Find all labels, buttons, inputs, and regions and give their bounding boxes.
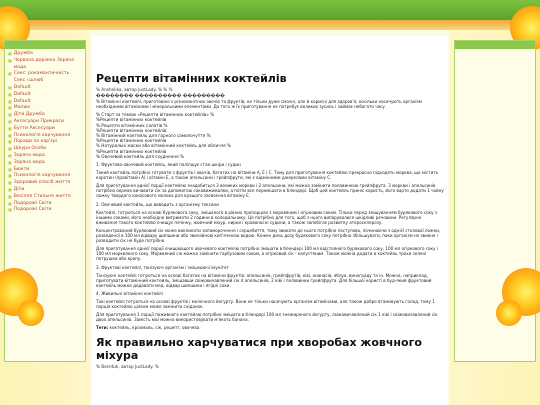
sidebar-item[interactable]: ■ Бюкти xyxy=(8,166,30,172)
sidebar-item[interactable]: ■ Аксесуари Прикраси xyxy=(8,118,64,124)
article-title[interactable]: Рецепти вітамінних коктейлів xyxy=(96,72,287,85)
right-sidebar-header xyxy=(455,41,535,49)
section-paragraph: Для приготування однієї порції очищающого овочевого коктейлю потрібно змішати в блендері 100 мл відстояного бурякового соку, 100 мл огіркового соку і 100 мл морквяного соку. Морквяний сік можна замінити гарбузовим соком, а огірковий сік - капустяним. Також можна додати в коктейль трохи зелені петрушки або кропу. xyxy=(96,246,438,262)
toc-line[interactable]: % Натуральні маски або вітамінний коктейль для обличчя % xyxy=(96,143,231,149)
bullet-icon: ■ xyxy=(8,193,12,199)
bullet-icon: ■ xyxy=(8,91,12,97)
section-paragraph: Коктейлі, готуються на основі бурякового соку, змішаного в рівних пропорціях з морквяним і огірковим соком. Тільки перед змішуванням бурякового соку з іншими соками, його необхідно витримати 2 години в холодильнику. Це потрібно для того, щоб з нього випарувалися шкідливі речовини. Регулярне вживання такого коктейлю очищує печінку, жовчний міхур, нирки і кровоносні судини, а також запобігає розвитку атеросклерозу. xyxy=(96,209,437,225)
sidebar-item[interactable]: ■ Default xyxy=(8,84,31,90)
tags-value[interactable]: коктейль, крохмаль, сік, рецепт, овочева xyxy=(109,325,200,331)
toc-line[interactable]: %Рецепти вітамінних коктейлів xyxy=(96,148,167,154)
tags-line xyxy=(96,325,444,330)
section-paragraph: Для приготування однієї порції коктейлю знадобиться 3 великих моркви і 2 апельсини, які можна замінити половинкою грейпфрута. З моркви і апельсинів потрібно окремо вичавити сік за допомогою соковижималки, а потім все перемішати в блендері. Щоб цей коктейль приніс користь, його варто додати 1 чайну ложку твердого кокосового молока для кращого засвоєння вітаміну Е. xyxy=(96,183,444,199)
bullet-icon: ■ xyxy=(8,51,12,56)
toc-line[interactable]: %Рецепти вітамінних коктейлів xyxy=(96,138,167,144)
article-intro: % Вітамінні коктейлі, приготовані з різноманітних овочів та фруктів, не тільки дуже смачні, але й корисні для здоров'я, оскільки насичують організм необхідними вітамінами і мінеральними елементами. До того ж їх приготування не потребує великих зусиль і займає небагато часу. xyxy=(96,99,422,110)
bullet-icon: ■ xyxy=(8,105,12,111)
sidebar-item[interactable]: ■ Психологія харчування xyxy=(8,173,71,179)
bullet-icon: ■ xyxy=(8,132,12,138)
left-sidebar-header xyxy=(5,41,85,49)
section-paragraph: Такий коктейль потрібно готувати з фруктів і овочів, багатих на вітаміни А, Е і С. Тому для приготування коктейлю прекрасно підходять морква, що містить каротин (провітамін А) і вітамін Е, а також апельсини і грейпфрути, які є відмінними джерелами вітаміну С. xyxy=(96,170,439,181)
bullet-icon: ■ xyxy=(8,186,12,192)
bullet-icon: ■ xyxy=(8,112,12,118)
flower-decoration-right-bottom-small xyxy=(496,300,522,326)
article-meta: % Anshelika, автор JustLady. % % % xyxy=(96,87,173,92)
sidebar-item[interactable]: ■ Default xyxy=(8,91,31,97)
bullet-icon: ■ xyxy=(8,173,12,179)
top-green-bar xyxy=(0,0,540,20)
toc-line[interactable]: %Рецепти вітамінних коктейлів xyxy=(96,117,167,123)
section-paragraph: Концентрований буряковий сік може викликати запаморочення і серцебиття, тому звикати до нього потрібно поступово, починаючи з однієї столової ложки, розведеної в 100 мл відвару шипшини або звичайною кип'яченою водою. Кожен день дозу бурякового соку потрібно збільшувати, поки організм не звикне і розводити сік не буде потрібно. xyxy=(96,227,441,244)
toc-line[interactable]: % Вітамінний коктейль для гарного самопочуття % xyxy=(96,133,211,138)
sidebar-item[interactable]: ■ Подорожі Світи xyxy=(8,200,52,206)
sidebar-item[interactable]: ■ Червона доріжка Зоряна мода xyxy=(8,57,75,70)
bullet-icon: ■ xyxy=(8,146,12,152)
sidebar-item[interactable]: ■ Діти xyxy=(8,186,25,192)
sidebar-item[interactable]: ■ Весілля Стильне життя xyxy=(8,193,71,199)
section-heading: 1. Фруктово-овочевий коктейль, який поліпшує стан шкіри і судин xyxy=(96,162,241,168)
sidebar-item[interactable]: ■ Діти Дружба xyxy=(8,112,45,118)
bullet-icon: ■ xyxy=(8,139,12,145)
toc-line[interactable]: %Рецепти вітамінних коктейлів xyxy=(96,127,167,133)
bullet-icon: ■ xyxy=(8,166,12,172)
bullet-icon: ■ xyxy=(8,207,12,213)
section-heading: 2. Овочевий коктейль, що виводить з організму токсини xyxy=(96,201,219,207)
tags-label: Теги: xyxy=(96,325,109,331)
toc-line[interactable]: % Овочевий коктейль для схуднення % xyxy=(96,153,184,159)
bullet-icon: ■ xyxy=(8,84,12,90)
sidebar-item[interactable]: ■ Бутти Аксесуари xyxy=(8,125,55,131)
section-heading: 4. Живильні вітамінні коктейлі xyxy=(96,290,163,296)
bullet-icon: ■ xyxy=(8,152,12,158)
sidebar-item[interactable]: ■ Подорожі Світи xyxy=(8,207,52,213)
bullet-icon: ■ xyxy=(8,118,12,124)
sidebar-nav xyxy=(5,41,85,214)
bullet-icon: ■ xyxy=(8,159,12,165)
flower-decoration-left-bottom-small xyxy=(18,300,44,326)
toc-line[interactable]: % Старт за темою «Рецепти вітамінних коктейлів» % xyxy=(96,112,215,118)
main-content xyxy=(92,36,448,405)
sidebar-item[interactable]: ■ Поради по кар'єрі xyxy=(8,139,58,145)
sidebar-item[interactable]: ■ Секс: рокамантичність Секс і шлюб xyxy=(8,71,70,84)
article-garbled-text: �������� ���������� ��������� xyxy=(96,93,225,98)
bullet-icon: ■ xyxy=(8,200,12,206)
bullet-icon: ■ xyxy=(8,57,12,63)
sidebar-item[interactable]: ■ Малюк xyxy=(8,105,31,111)
toc-line[interactable]: % Рецепти вітамінних салатів % xyxy=(96,122,168,128)
top-orange-stripe xyxy=(0,20,540,30)
sidebar-item[interactable]: ■ Зоряна мода xyxy=(8,159,45,165)
sidebar-item[interactable]: ■ Шкура Особи xyxy=(8,146,47,152)
sidebar-item[interactable]: ■ Здоровий спосіб життя xyxy=(8,180,71,186)
bullet-icon: ■ xyxy=(8,125,12,131)
article-meta-2: % Вsentuk, автор JustLady. % xyxy=(96,364,159,370)
section-paragraph: Такі коктейлі готуються на основі фруктів і молочного йогурту. Вони не тільки насичують організм вітамінами, але також добре втамовують голод, тому 1 порція коктейлю цілком може замінити сніданок. xyxy=(96,298,435,310)
sidebar-item[interactable]: ■ Default xyxy=(8,98,31,104)
sidebar-item[interactable]: ■ Дружба xyxy=(8,51,33,56)
section-paragraph: Тонізуючі коктейлі готуються на основі багатих на вітаміни фруктів: апельсинів, грейпфрутів, ківі, ананасів, яблук, винограду та ін. Можна, наприклад, приготувати вітамінний коктейль, змішавши свіжовичавлений сік 4 апельсинів, 2 ківі і половинки грейпфрута. Для більшої користі в буд-який фруктовий коктейль можна додавати мед, відвар шипшини і ягідні соки. xyxy=(96,272,432,288)
article-title-2[interactable]: Як правильно харчуватися при хворобах жовчного міхура xyxy=(96,336,422,363)
bullet-icon: ■ xyxy=(8,98,12,104)
section-heading: 3. Фруктові коктейлі, тонізуючі організм і зміцнюючі імунітет xyxy=(96,264,229,270)
sidebar-item[interactable]: ■ Зоряна мода xyxy=(8,152,45,158)
bullet-icon: ■ xyxy=(8,180,12,186)
section-paragraph: Для приготування 1 порції поживного коктейлю потрібно змішати в блендері 100 мл знежиреного йогурту, свіжовичавлений сік 1 ківі і свіжовичавлений сік двох апельсинів. Замість ківі можна використовувати м'якоть банана. xyxy=(96,312,438,323)
sidebar-item[interactable]: ■ Психологія харчування xyxy=(8,132,71,138)
bullet-icon: ■ xyxy=(8,71,12,77)
